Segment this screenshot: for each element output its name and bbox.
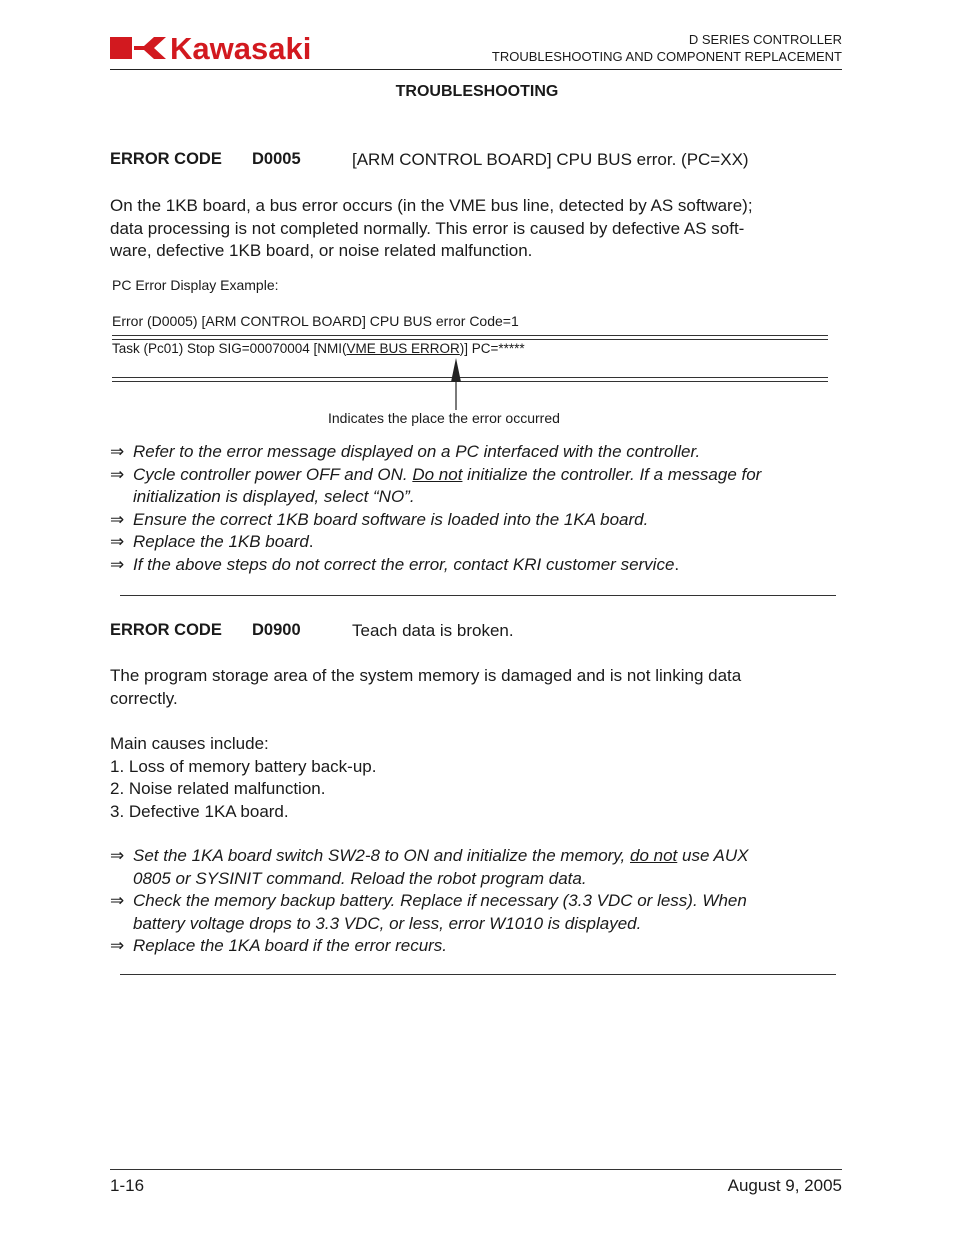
page-title: TROUBLESHOOTING [395,83,559,100]
error-explanation: On the 1KB board, a bus error occurs (in the VME bus line, detected by AS software); data processing is not completed normally. This error is caused by defective AS soft- ware, defective 1KB board, or noise related malfunction. [110,196,753,260]
footer-date: August 9, 2005 [727,1176,842,1195]
display-divider [112,335,828,340]
error-code-label: ERROR CODE [110,150,222,168]
section-divider [120,595,836,596]
error-code-description: Teach data is broken. [352,621,514,640]
display-bottom-divider [112,377,828,382]
display-line-1: Error (D0005) [ARM CONTROL BOARD] CPU BUS error Code=1 [112,313,519,329]
causes-list [110,733,376,823]
action-item: ⇒ Set the 1KA board switch SW2-8 to ON and initialize the memory, do not use AUX 0805 or SYSINIT command. Reload the robot program data. [110,846,749,888]
action-item: ⇒ Replace the 1KA board if the error recurs. [110,936,448,955]
kawasaki-logo [110,32,390,64]
list-item: 3. Defective 1KA board. [110,801,289,821]
error-code-value: D0005 [252,150,301,168]
action-item: ⇒ Ensure the correct 1KB board software is loaded into the 1KA board. [110,509,649,529]
page-number: 1-16 [110,1176,145,1195]
header-section: TROUBLESHOOTING AND COMPONENT REPLACEMENT [491,49,842,64]
error2-actions [110,845,842,958]
action-item: ⇒ Check the memory backup battery. Replace if necessary (3.3 VDC or less). When battery voltage drops to 3.3 VDC, or less, error W1010 is displayed. [110,891,747,933]
pointer-caption: Indicates the place the error occurred [328,410,560,426]
pointer-arrow-icon [448,358,464,410]
error-code-value: D0900 [252,621,301,639]
error-code-description: [ARM CONTROL BOARD] CPU BUS error. (PC=XX) [352,150,749,169]
svg-text:Kawasaki: Kawasaki [170,32,312,64]
causes-title: Main causes include: [110,734,269,753]
list-item: 2. Noise related malfunction. [110,779,326,798]
error1-actions [110,441,842,576]
footer-divider [110,1169,842,1170]
error-code-label: ERROR CODE [110,621,222,639]
action-item: ⇒ Refer to the error message displayed on a PC interfaced with the controller. [110,442,701,461]
display-line-2: Task (Pc01) Stop SIG=00070004 [NMI(VME BUS ERROR)] PC=***** [112,341,525,356]
list-item: 1. Loss of memory battery back-up. [110,756,377,776]
error-explanation: The program storage area of the system memory is damaged and is not linking data correctly. [110,666,742,708]
action-item: ⇒ Cycle controller power OFF and ON. Do not initialize the controller. If a message for initialization is displayed, select “NO”. [110,464,762,506]
header-divider [110,69,842,70]
pc-example-label: PC Error Display Example: [112,277,279,293]
section-divider [120,974,836,975]
action-item: ⇒ Replace the 1KB board. [110,532,314,551]
action-item: ⇒ If the above steps do not correct the error, contact KRI customer service. [110,554,680,574]
header-series: D SERIES CONTROLLER [688,32,842,47]
